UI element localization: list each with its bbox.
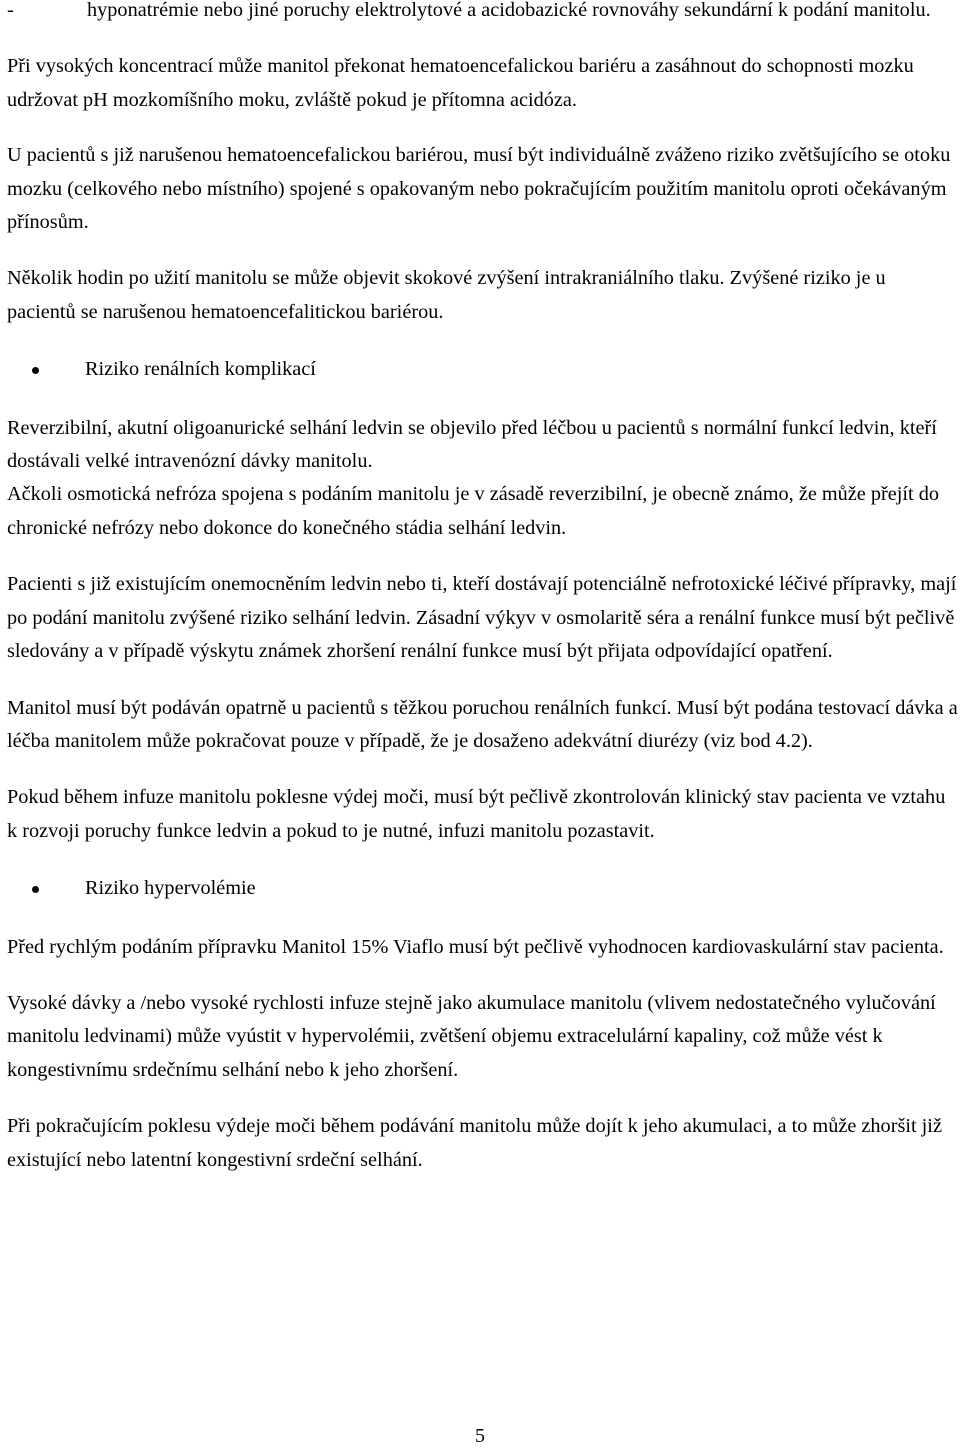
dash-marker: -: [7, 0, 14, 21]
paragraph-brain-edema: U pacientů s již narušenou hematoencefalickou bariérou, musí být individuálně zváženo riziko zvětšujícího se otoku mozku (celkového nebo místního) spojené s opakovaným nebo pokračujícím použitím manitolu oproti očekávaným přínosům.: [7, 144, 951, 234]
bullet-text-hypervolemia: Riziko hypervolémie: [85, 877, 256, 900]
paragraph-accumulation: Při pokračujícím poklesu výdeje moči během podávání manitolu může dojít k jeho akumulaci, a to může zhoršit již existující nebo latentní kongestivní srdeční selhání.: [7, 1115, 942, 1171]
page-number: 5: [475, 1425, 485, 1447]
paragraph-renal-impairment: Manitol musí být podáván opatrně u pacientů s těžkou poruchou renálních funkcí. Musí být podána testovací dávka a léčba manitolem může pokračovat pouze v případě, že je dosaženo adekvátní diurézy (viz bod 4.2).: [7, 696, 958, 752]
paragraph-existing-renal-disease: Pacienti s již existujícím onemocněním ledvin nebo ti, kteří dostávají potenciálně nefrotoxické léčivé přípravky, mají po podání manitolu zvýšené riziko selhání ledvin. Zásadní výkyv v osmolaritě séra a renální funkce musí být pečlivě sledovány a v případě výskytu známek zhoršení renální funkce musí být přijata odpovídající opatření.: [7, 573, 957, 663]
paragraph-bbb-ph: Při vysokých koncentrací může manitol překonat hematoencefalickou bariéru a zasáhnout do schopnosti mozku udržovat pH mozkomíšního moku, zvláště pokud je přítomna acidóza.: [7, 55, 914, 111]
bullet-dot-icon: [32, 367, 39, 374]
dash-item-text: hyponatrémie nebo jiné poruchy elektrolytové a acidobazické rovnováhy sekundární k podání manitolu.: [87, 0, 931, 21]
bullet-item-hypervolemia: [7, 872, 959, 905]
paragraph-cardiovascular-status: Před rychlým podáním přípravku Manitol 15% Viaflo musí být pečlivě vyhodnocen kardiovaskulární stav pacienta.: [7, 935, 944, 958]
paragraph-urine-output: Pokud během infuze manitolu poklesne výdej moči, musí být pečlivě zkontrolován klinický stav pacienta ve vztahu k rozvoji poruchy funkce ledvin a pokud to je nutné, infuzi manitolu pozastavit.: [7, 786, 946, 842]
paragraph-intracranial-pressure: Několik hodin po užití manitolu se může objevit skokové zvýšení intrakraniálního tlaku. Zvýšené riziko je u pacientů se narušenou hematoencefalitickou bariérou.: [7, 267, 886, 323]
bullet-item-renal: [7, 353, 959, 386]
bullet-dot-icon: [32, 886, 39, 893]
bullet-text-renal: Riziko renálních komplikací: [85, 358, 316, 381]
paragraph-osmotic-nephrosis: Ačkoli osmotická nefróza spojena s podáním manitolu je v zásadě reverzibilní, je obecně známo, že může přejít do chronické nefrózy nebo dokonce do konečného stádia selhání ledvin.: [7, 483, 940, 539]
paragraph-oliguric-failure: Reverzibilní, akutní oligoanurické selhání ledvin se objevilo před léčbou u pacientů s normální funkcí ledvin, kteří dostávali velké intravenózní dávky manitolu.: [7, 416, 937, 473]
paragraph-high-doses: Vysoké dávky a /nebo vysoké rychlosti infuze stejně jako akumulace manitolu (vlivem nedostatečného vylučování manitolu ledvinami) může vyústit v hypervolémii, zvětšení objemu extracelulární kapaliny, což může vést k kongestivnímu srdečnímu selhání nebo k jeho zhoršení.: [7, 991, 936, 1081]
document-page: [7, 0, 959, 1177]
dash-list-item: [7, 0, 959, 27]
